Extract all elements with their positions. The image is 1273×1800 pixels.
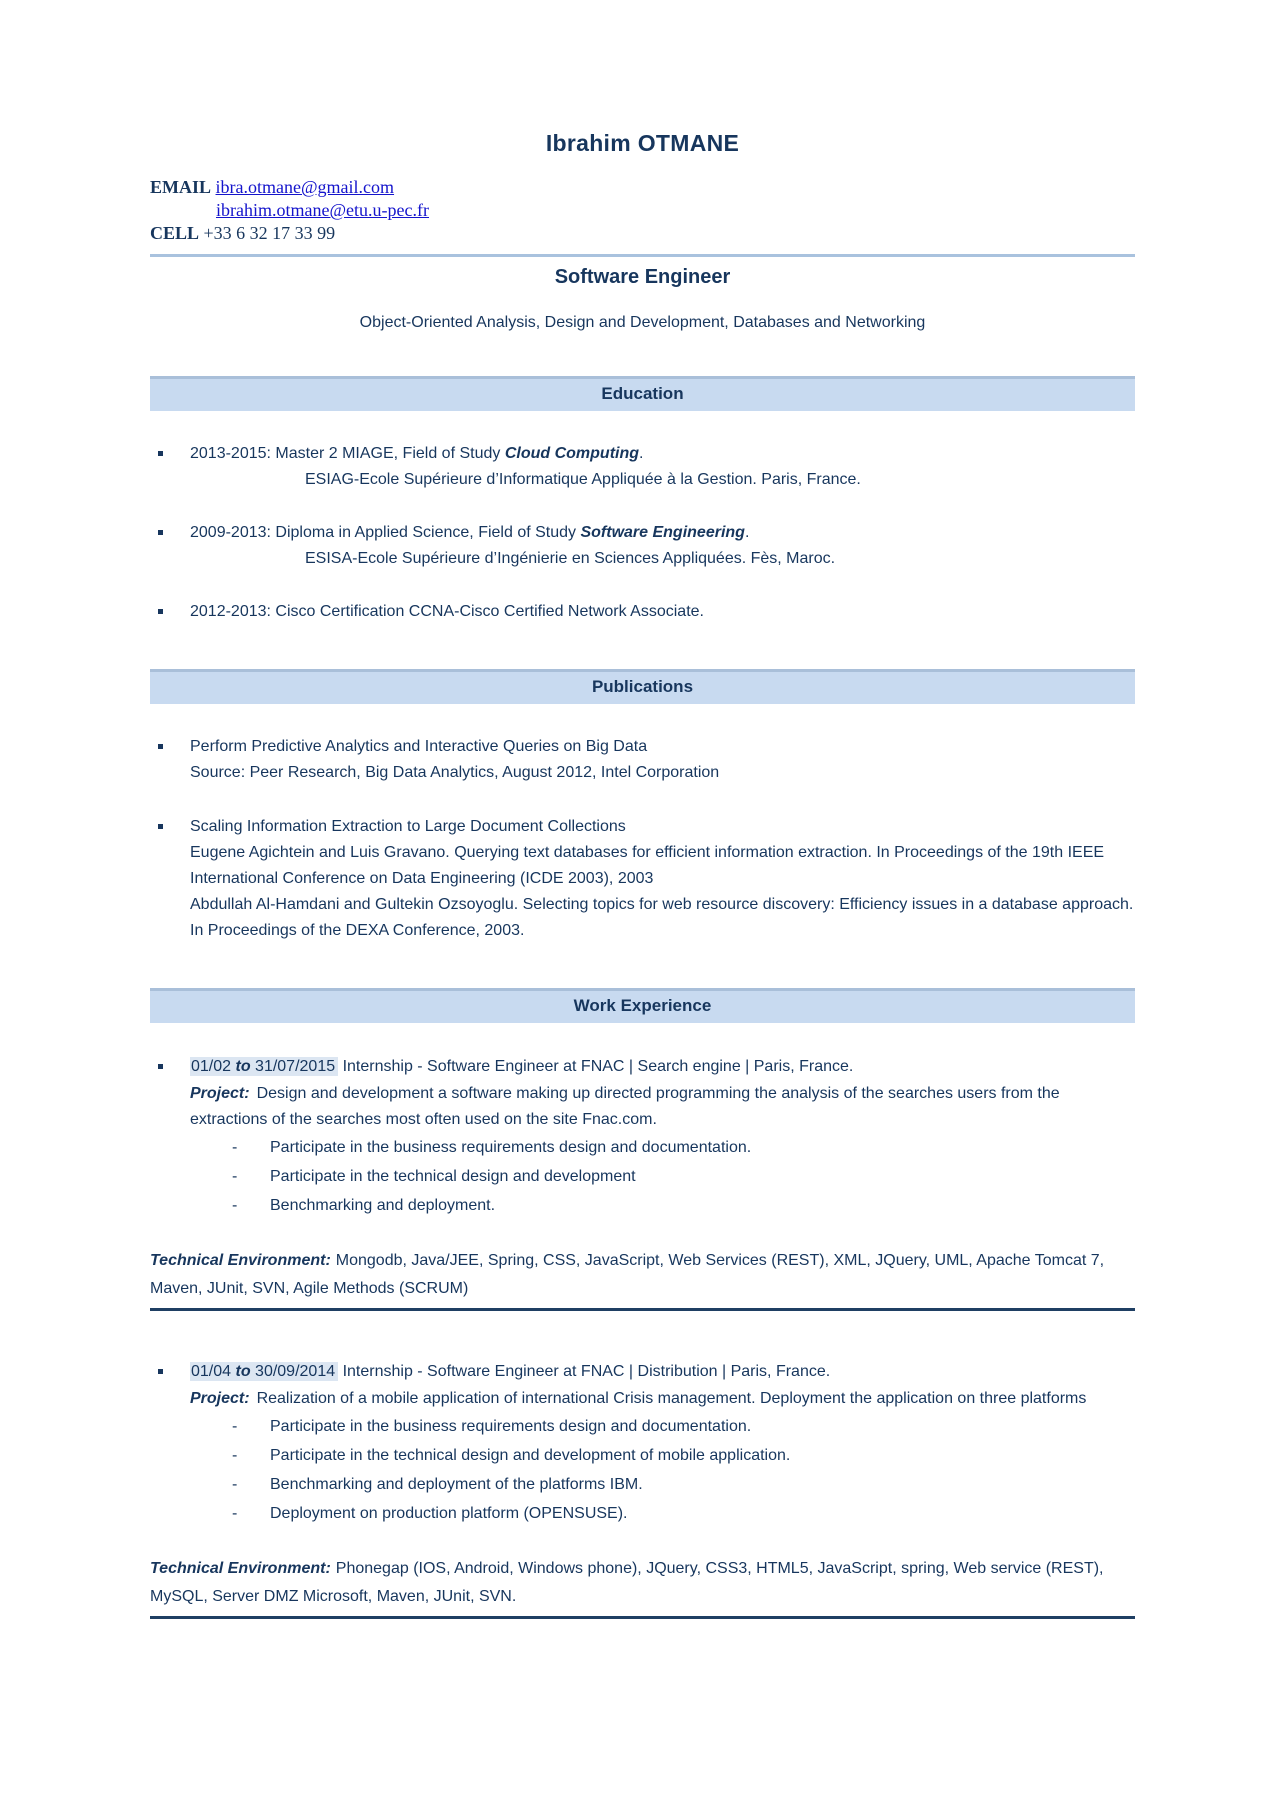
job-2-project-label: Project:: [190, 1390, 250, 1407]
publication-2-reference-2: Abdullah Al-Hamdani and Gultekin Ozsoyoglu. Selecting topics for web resource discovery: Efficiency issues in a database approach. In Proceedings of the DEXA Conference, 2003.: [190, 896, 1134, 939]
education-item-1-school: ESIAG-Ecole Supérieure d’Informatique Appliquée à la Gestion. Paris, France.: [305, 471, 861, 488]
job-1-project-label: Project:: [190, 1085, 250, 1102]
publication-item-2: [150, 814, 1135, 944]
education-item-2-line1: [190, 520, 1135, 546]
cell-label: CELL: [150, 223, 200, 243]
job-1-tech-label: Technical Environment:: [150, 1252, 331, 1269]
job-1-tech-list: Mongodb, Java/JEE, Spring, CSS, JavaScript, Web Services (REST), XML, JQuery, UML, Apache Tomcat 7, Maven, JUnit, SVN, Agile Methods (SCRUM): [150, 1252, 1105, 1297]
publication-1-title: Perform Predictive Analytics and Interactive Queries on Big Data: [190, 738, 648, 755]
job-2-date-end: 30/09/2014: [250, 1363, 336, 1380]
divider-rule-1: [150, 1308, 1135, 1311]
education-item-3-line1: [190, 599, 1135, 625]
education-item-3: [150, 599, 1135, 625]
education-item-2: [150, 520, 1135, 572]
job-2-date-to: to: [235, 1363, 251, 1380]
education-section-title: Education: [601, 384, 684, 403]
publications-section-title: Publications: [591, 677, 694, 696]
job-2-project-text: Realization of a mobile application of international Crisis management. Deployment the application on three platforms: [256, 1390, 1087, 1407]
publication-2-title: Scaling Information Extraction to Large Document Collections: [190, 818, 626, 835]
job-item-2: [150, 1359, 1135, 1528]
section-header-publications: [150, 669, 1135, 704]
email-link-secondary[interactable]: ibrahim.otmane@etu.u-pec.fr: [216, 200, 429, 220]
cell-number: +33 6 32 17 33 99: [203, 223, 336, 243]
work-experience-list: [150, 1054, 1135, 1619]
education-item-2-school: ESISA-Ecole Supérieure d’Ingénierie en Sciences Appliquées. Fès, Maroc.: [305, 550, 836, 567]
education-item-2-field-emphasis: Software Engineering: [580, 524, 745, 541]
job-1-technical-environment: [150, 1247, 1135, 1303]
job-2-task-4: - Deployment on production platform (OPENSUSE).: [190, 1499, 1135, 1528]
job-1-title: Internship - Software Engineer at FNAC | Search engine | Paris, France.: [338, 1058, 854, 1075]
page-title: Ibrahim OTMANE: [545, 130, 740, 156]
section-header-education: [150, 376, 1135, 411]
publication-1-source: Source: Peer Research, Big Data Analytics, August 2012, Intel Corporation: [190, 764, 720, 781]
job-2-project: [190, 1386, 1135, 1412]
education-list: [150, 441, 1135, 625]
education-item-3-text: 2012-2013: Cisco Certification CCNA-Cisco Certified Network Associate.: [190, 603, 704, 620]
job-2-date-highlight: [190, 1362, 338, 1381]
section-header-work-experience: [150, 988, 1135, 1023]
job-2-task-1: - Participate in the business requirements design and documentation.: [190, 1412, 1135, 1441]
job-item-1: [150, 1054, 1135, 1220]
job-1-date-start: 01/02: [191, 1058, 236, 1075]
publications-list: [150, 734, 1135, 944]
job-1-project: [190, 1081, 1135, 1133]
contact-email-row-2: [150, 199, 1135, 222]
publication-item-1: [150, 734, 1135, 786]
divider-rule-2: [150, 1616, 1135, 1619]
job-2-task-2: - Participate in the technical design and development of mobile application.: [190, 1441, 1135, 1470]
job-2-date-start: 01/04: [191, 1363, 236, 1380]
work-section-title: Work Experience: [573, 996, 712, 1015]
job-1-date-highlight: [190, 1057, 338, 1076]
publication-2-reference-1: Eugene Agichtein and Luis Gravano. Querying text databases for efficient information extraction. In Proceedings of the 19th IEEE International Conference on Data Engineering (ICDE 2003), 2003: [190, 844, 1105, 887]
job-1-project-text: Design and development a software making up directed programming the analysis of the searches users from the extractions of the searches most often used on the site Fnac.com.: [190, 1085, 1060, 1128]
job-1-task-2: - Participate in the technical design and development: [190, 1162, 1135, 1191]
job-2-tech-list: Phonegap (IOS, Android, Windows phone), JQuery, CSS3, HTML5, JavaScript, spring, Web service (REST), MySQL, Server DMZ Microsoft, Maven, JUnit, SVN.: [150, 1560, 1104, 1605]
education-item-2-period: .: [744, 524, 750, 541]
job-2-title-line: [190, 1359, 1135, 1385]
education-item-1-period: .: [639, 445, 644, 462]
job-2-task-3: - Benchmarking and deployment of the platforms IBM.: [190, 1470, 1135, 1499]
education-item-1-line1: [190, 441, 1135, 467]
email-link-primary[interactable]: ibra.otmane@gmail.com: [215, 177, 395, 197]
contact-email-row: [150, 176, 1135, 199]
job-1-task-3: - Benchmarking and deployment.: [190, 1191, 1135, 1220]
job-1-task-1: - Participate in the business requirements design and documentation.: [190, 1133, 1135, 1162]
education-item-1: [150, 441, 1135, 493]
tagline: Object-Oriented Analysis, Design and Development, Databases and Networking: [359, 314, 926, 331]
job-2-title: Internship - Software Engineer at FNAC | Distribution | Paris, France.: [338, 1363, 831, 1380]
role-title: Software Engineer: [554, 266, 731, 288]
job-2-technical-environment: [150, 1555, 1135, 1611]
education-item-2-text: 2009-2013: Diploma in Applied Science, Field of Study: [190, 524, 581, 541]
contact-cell-row: [150, 222, 1135, 245]
education-item-1-field-emphasis: Cloud Computing: [504, 445, 640, 462]
job-2-tech-label: Technical Environment:: [150, 1560, 331, 1577]
job-1-date-end: 31/07/2015: [250, 1058, 336, 1075]
contact-block: [150, 176, 1135, 257]
education-item-1-text: 2013-2015: Master 2 MIAGE, Field of Study: [190, 445, 505, 462]
email-label: EMAIL: [150, 177, 212, 197]
job-1-date-to: to: [235, 1058, 251, 1075]
job-1-title-line: [190, 1054, 1135, 1080]
